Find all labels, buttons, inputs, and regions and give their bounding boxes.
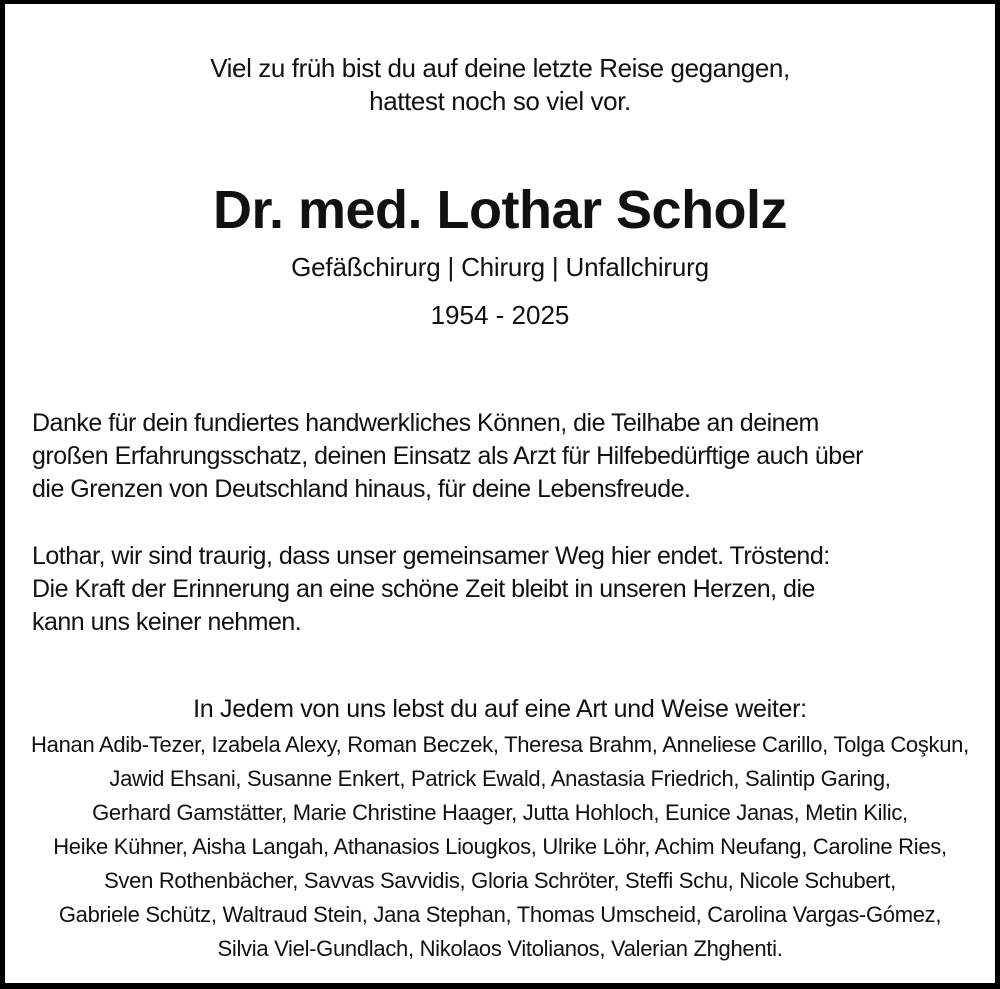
mourners-line: Gabriele Schütz, Waltraud Stein, Jana Stephan, Thomas Umscheid, Carolina Vargas-Gómez, [58,902,942,927]
tribute-paragraph-line: kann uns keiner nehmen. [32,608,302,636]
closing-intro: In Jedem von uns lebst du auf eine Art und Weise weiter: [193,695,807,723]
mourners-list [5,728,995,966]
deceased-professions: Gefäßchirurg | Chirurg | Unfallchirurg [291,252,709,282]
tribute-paragraph-line: Die Kraft der Erinnerung an eine schöne Zeit bleibt in unseren Herzen, die [32,575,815,603]
tribute-paragraph-line: die Grenzen von Deutschland hinaus, für deine Lebensfreude. [32,475,691,503]
mourners-line: Gerhard Gamstätter, Marie Christine Haager, Jutta Hohloch, Eunice Janas, Metin Kilic, [92,800,908,825]
tribute-paragraph-line: großen Erfahrungsschatz, deinen Einsatz als Arzt für Hilfebedürftige auch über [32,442,863,470]
life-years: 1954 - 2025 [430,300,570,330]
mourners-line: Silvia Viel-Gundlach, Nikolaos Vitolianos, Valerian Zhghenti. [217,936,783,961]
mourners-line: Sven Rothenbächer, Savvas Savvidis, Gloria Schröter, Steffi Schu, Nicole Schubert, [104,868,896,893]
tribute-paragraph-1 [5,407,995,506]
tribute-paragraph-line: Danke für dein fundiertes handwerkliches Können, die Teilhabe an deinem [32,409,819,437]
tribute-paragraph-2 [5,540,995,639]
deceased-name: Dr. med. Lothar Scholz [212,180,788,240]
epigraph-line: Viel zu früh bist du auf deine letzte Reise gegangen, [210,53,790,83]
epigraph [5,52,995,118]
tribute-paragraph-line: Lothar, wir sind traurig, dass unser gemeinsamer Weg hier endet. Tröstend: [32,542,830,570]
mourners-line: Jawid Ehsani, Susanne Enkert, Patrick Ewald, Anastasia Friedrich, Salintip Garing, [109,766,891,791]
mourners-line: Heike Kühner, Aisha Langah, Athanasios Liougkos, Ulrike Löhr, Achim Neufang, Caroline Ries, [53,834,947,859]
epigraph-line: hattest noch so viel vor. [369,86,631,116]
mourners-line: Hanan Adib-Tezer, Izabela Alexy, Roman Beczek, Theresa Brahm, Anneliese Carillo, Tolga Coşkun, [31,732,969,757]
